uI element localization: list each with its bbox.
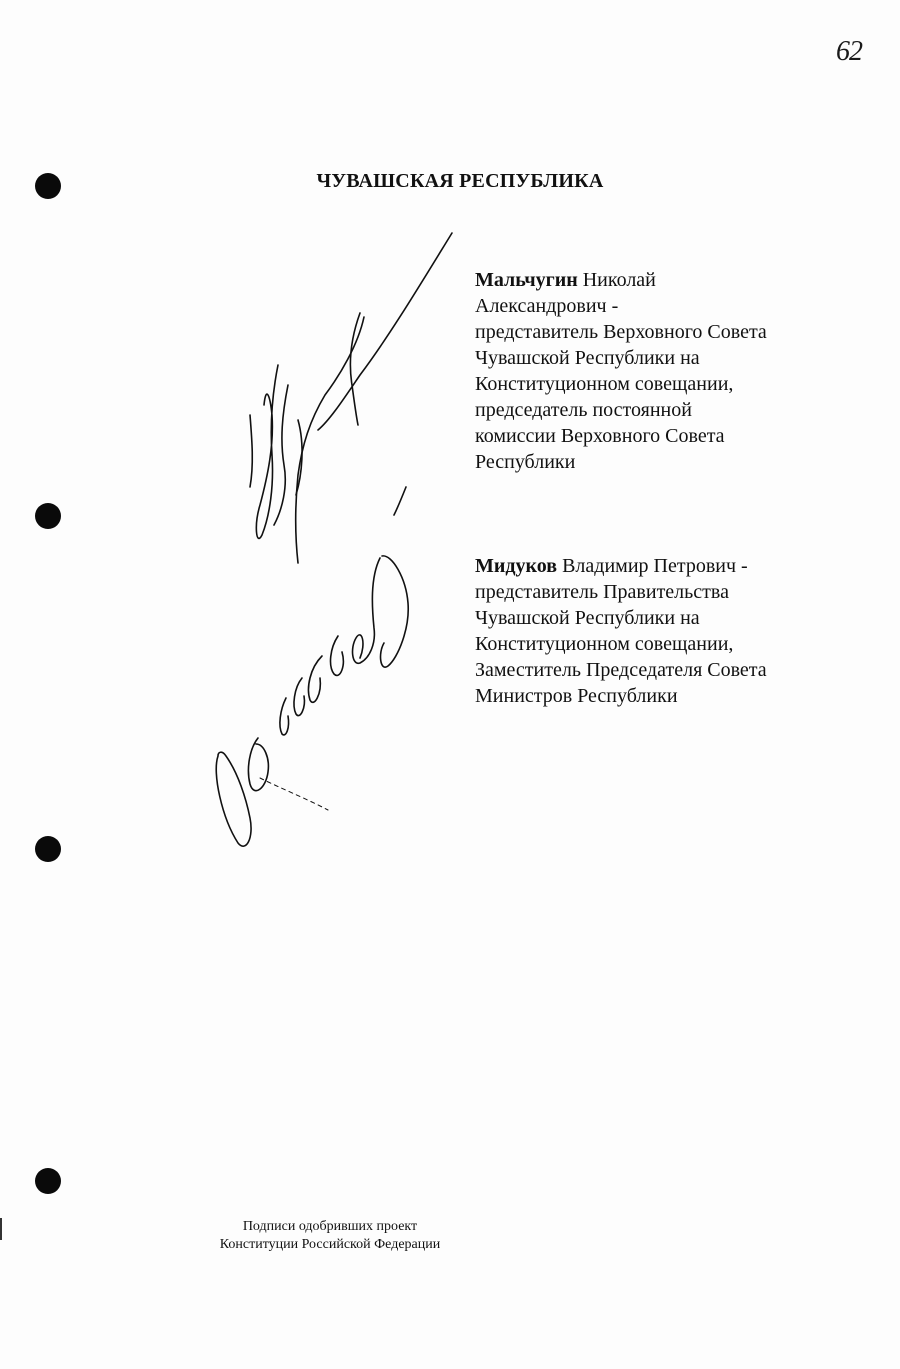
punch-hole	[35, 836, 61, 862]
rep-2-surname: Мидуков	[475, 555, 558, 577]
footer-line-2: Конституции Российской Федерации	[219, 1237, 441, 1252]
rep-1-line-5: председатель постоянной	[475, 399, 692, 421]
rep-1-surname: Мальчугин	[475, 269, 578, 291]
rep-1-name: Николай	[577, 269, 656, 291]
rep-2-line-0	[475, 553, 805, 579]
edge-mark	[0, 1218, 2, 1240]
representative-2	[475, 553, 805, 709]
region-title: ЧУВАШСКАЯ РЕСПУБЛИКА	[316, 170, 604, 192]
rep-1-line-1: Александрович -	[475, 295, 619, 317]
rep-2-name: Владимир Петрович -	[557, 555, 748, 577]
rep-1-line-3: Чувашской Республики на	[475, 347, 700, 369]
punch-hole	[35, 1168, 61, 1194]
rep-1-line-0	[475, 267, 805, 293]
footer-line-1: Подписи одобривших проект	[242, 1219, 418, 1234]
rep-1-line-2: представитель Верховного Совета	[475, 321, 767, 343]
rep-1-line-7: Республики	[475, 451, 576, 473]
representative-1	[475, 267, 805, 475]
rep-1-line-4: Конституционном совещании,	[475, 373, 734, 395]
signature-malchugin	[230, 225, 470, 570]
rep-2-line-3: Конституционном совещании,	[475, 633, 734, 655]
punch-hole	[35, 173, 61, 199]
signature-midukov	[210, 548, 440, 858]
rep-2-line-5: Министров Республики	[475, 685, 678, 707]
rep-2-line-4: Заместитель Председателя Совета	[475, 659, 767, 681]
rep-1-line-6: комиссии Верховного Совета	[475, 425, 725, 447]
rep-2-line-2: Чувашской Республики на	[475, 607, 700, 629]
rep-2-line-1: представитель Правительства	[475, 581, 729, 603]
page-number: 62	[836, 36, 862, 67]
punch-hole	[35, 503, 61, 529]
footer-caption	[180, 1218, 480, 1254]
